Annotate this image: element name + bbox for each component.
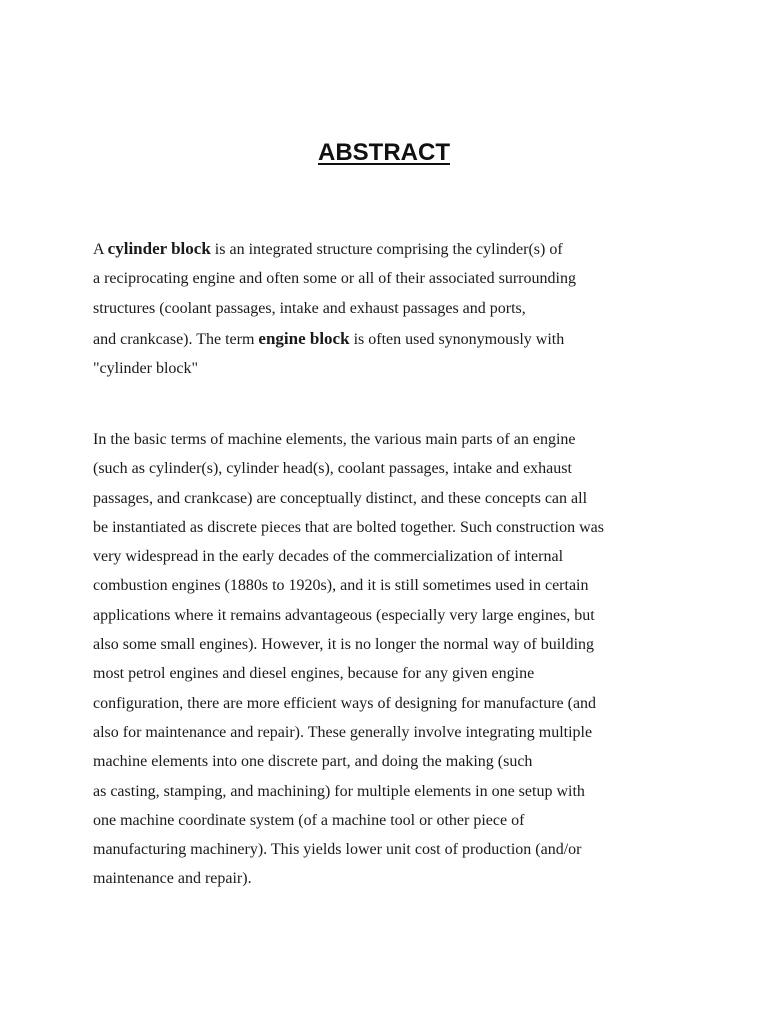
text-line: "cylinder block" [93,360,199,377]
text-line [93,234,693,264]
text-line: In the basic terms of machine elements, the various main parts of an engine [93,431,576,448]
text-line: as casting, stamping, and machining) for multiple elements in one setup with [93,782,585,800]
text-line: most petrol engines and diesel engines, because for any given engine [93,665,535,683]
text-segment: is an integrated structure comprising the cylinder(s) of [210,241,563,258]
text-line: combustion engines (1880s to 1920s), and it is still sometimes used in certain [93,577,589,595]
text-line: passages, and crankcase) are conceptually distinct, and these concepts can all [93,489,588,507]
paragraph-definition [93,234,693,384]
text-line: (such as cylinder(s), cylinder head(s), coolant passages, intake and exhaust [93,460,572,478]
text-line: machine elements into one discrete part, and doing the making (such [93,753,533,771]
text-line: manufacturing machinery). This yields lower unit cost of production (and/or [93,841,582,859]
text-line: very widespread in the early decades of the commercialization of internal [93,548,564,566]
text-segment: A [93,241,108,258]
text-line: also some small engines). However, it is no longer the normal way of building [93,636,595,654]
text-line: configuration, there are more efficient ways of designing for manufacture (and [93,694,597,712]
text-line [93,324,693,354]
bold-term-engine-block: engine block [258,329,350,348]
text-segment: is often used synonymously with [349,331,565,348]
text-line: applications where it remains advantageous (especially very large engines, but [93,606,595,624]
text-line: maintenance and repair). [93,870,252,888]
text-line: be instantiated as discrete pieces that are bolted together. Such construction was [93,518,604,536]
paragraph-machine-elements [93,425,693,894]
text-segment: and crankcase). The term [93,331,259,348]
bold-term-cylinder-block: cylinder block [107,239,211,258]
text-line: also for maintenance and repair). These generally involve integrating multiple [93,723,593,741]
abstract-heading: ABSTRACT [318,139,450,166]
text-line: one machine coordinate system (of a machine tool or other piece of [93,811,525,829]
text-line: a reciprocating engine and often some or all of their associated surrounding [93,270,576,287]
text-line: structures (coolant passages, intake and exhaust passages and ports, [93,300,526,317]
